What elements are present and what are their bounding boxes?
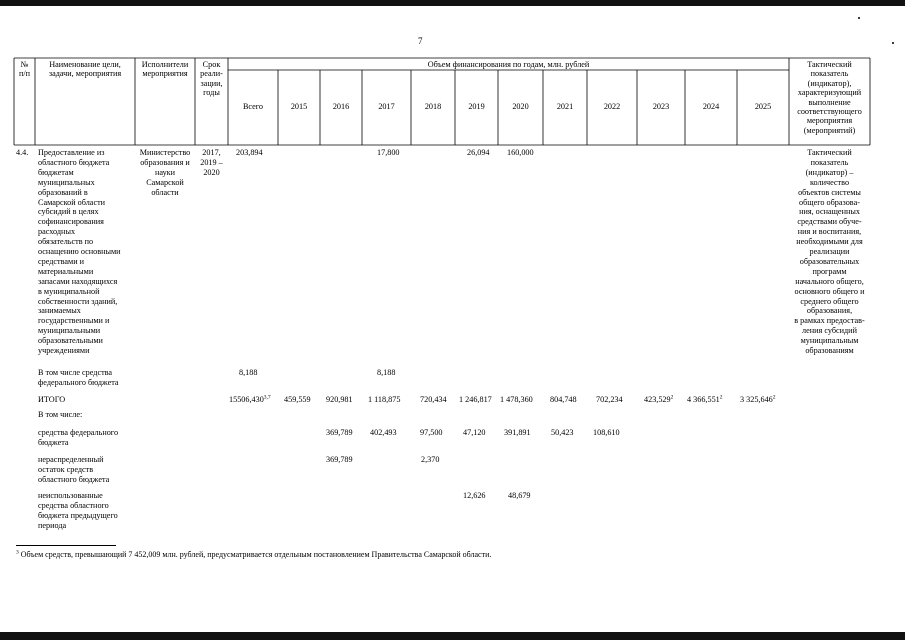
- row-executor-line: Самарской: [146, 177, 184, 187]
- header-indicator: Тактический показатель (индикатор), характеризующий выполнение соответствующего мероприятия (мероприятий): [797, 60, 862, 135]
- row-name-line: учреждениями: [38, 346, 90, 355]
- row-name-line: в муниципальной: [38, 286, 100, 296]
- row-indicator-line: (индикатор) –: [805, 167, 854, 177]
- row-indicator-line: объектов системы: [798, 187, 861, 197]
- row-name-line: средствами и: [38, 256, 85, 266]
- fed-funds-2022: 108,610: [593, 428, 620, 437]
- fed-funds-2021: 50,423: [551, 428, 574, 437]
- itogo-value-2023: 423,529$^2$: [644, 394, 674, 404]
- row-indicator-line: количество: [809, 177, 850, 187]
- row-executor-line: Министерство: [139, 148, 191, 157]
- row-name-line: бюджетам: [38, 167, 74, 177]
- header-year-2020: 2020: [512, 102, 529, 111]
- row-name-line: собственности зданий,: [38, 296, 118, 306]
- fed-funds-2020: 391,891: [504, 428, 531, 437]
- header-year-2025: 2025: [754, 102, 772, 111]
- footnote-rule: [16, 545, 116, 546]
- unused-label-line: средства областного: [38, 500, 109, 510]
- unused-2019: 12,626: [463, 491, 486, 500]
- row-number: 4.4.: [16, 148, 29, 157]
- row-executor-line: науки: [154, 167, 176, 177]
- row-indicator-line: ния, оснащенных: [799, 207, 860, 217]
- fed-funds-2019: 47,120: [463, 428, 486, 437]
- row-name-line: муниципальных: [38, 177, 95, 187]
- fed-funds-2018: 97,500: [420, 428, 443, 437]
- itogo-value-2018: 720,434: [420, 395, 447, 404]
- row-name-line: муниципальными: [38, 326, 101, 336]
- footnote: $^3$ Объем средств, превышающий 7 452,009 млн. рублей, предусматривается отдельным постановлением Правительства Самарской области.: [16, 549, 492, 559]
- itogo-value-2021: 804,748: [550, 395, 577, 404]
- unallocated-label-line: остаток средств: [38, 464, 94, 474]
- federal-2017: 8,188: [377, 368, 396, 377]
- row-name-line: Самарской области: [38, 197, 106, 207]
- header-year-2017: 2017: [378, 102, 395, 111]
- header-funding: Объем финансирования по годам, млн. рублей: [427, 60, 590, 69]
- row-value-2020: 160,000: [507, 148, 534, 157]
- row-indicator-line: реализации: [809, 247, 850, 256]
- itogo-total: 15506,430$^{3,7}$: [229, 394, 271, 404]
- row-name-line: запасами находящихся: [38, 276, 118, 286]
- header-total: Всего: [242, 102, 264, 111]
- row-indicator-line: ления субсидий: [802, 326, 857, 336]
- header-name: Наименование цели, задачи, мероприятия: [48, 60, 122, 79]
- row-indicator-line: общего образова-: [799, 197, 860, 207]
- row-name-line: софинансирования: [38, 217, 104, 227]
- row-name-line: расходных: [38, 227, 76, 237]
- header-year-2023: 2023: [652, 102, 670, 111]
- row-name-line: областного бюджета: [38, 157, 110, 167]
- row-indicator-line: основного общего и: [794, 286, 865, 296]
- row-executor-line: области: [151, 187, 179, 197]
- row-name-line: материальными: [38, 266, 94, 276]
- row-indicator-line: в рамках предостав-: [794, 316, 865, 326]
- federal-total: 8,188: [239, 368, 258, 377]
- row-value-2017: 17,800: [377, 148, 400, 157]
- row-indicator-line: образования,: [806, 306, 853, 316]
- unallocated-2016: 369,789: [326, 455, 353, 464]
- page-number: 7: [418, 36, 423, 46]
- fed-funds-label-line: бюджета: [38, 437, 69, 447]
- header-year-2019: 2019: [468, 102, 485, 111]
- header-year-2015: 2015: [290, 102, 308, 111]
- row-indicator-line: начального общего,: [795, 276, 864, 286]
- row-indicator-line: показатель: [810, 157, 849, 167]
- header-year-2018: 2018: [424, 102, 442, 111]
- unused-label-line: периода: [38, 520, 67, 530]
- row-term-line: 2020: [203, 167, 220, 177]
- row-indicator-line: необходимыми для: [796, 237, 863, 247]
- row-name-line: Предоставление из: [38, 148, 105, 157]
- fed-funds-2016: 369,789: [326, 428, 353, 437]
- row-indicator-line: образованиям: [805, 346, 854, 355]
- header-year-2022: 2022: [603, 102, 621, 111]
- row-value-2019: 26,094: [467, 148, 490, 157]
- header-term: Срок реали-зации, годы: [200, 60, 223, 98]
- unused-2020: 48,679: [508, 491, 531, 500]
- unused-label-line: неиспользованные: [38, 491, 103, 500]
- unused-label-line: бюджета предыдущего: [38, 510, 118, 520]
- itogo-value-2015: 459,559: [284, 395, 311, 404]
- row-name-line: субсидий в целях: [38, 207, 99, 217]
- row-term-line: 2017,: [202, 148, 221, 157]
- fed-funds-2017: 402,493: [370, 428, 397, 437]
- row-total: 203,894: [236, 148, 263, 157]
- unallocated-label-line: областного бюджета: [38, 474, 110, 484]
- itogo-value-2025: 3 325,646$^2$: [740, 394, 776, 404]
- itogo-value-2024: 4 366,551$^2$: [687, 394, 723, 404]
- header-executors: Исполнители мероприятия: [141, 60, 189, 79]
- row-indicator-line: средствами обуче-: [797, 217, 862, 227]
- row-name-line: занимаемых: [38, 306, 81, 316]
- header-year-2021: 2021: [556, 102, 574, 111]
- row-indicator-line: среднего общего: [800, 296, 859, 306]
- itogo-value-2019: 1 246,817: [459, 395, 492, 404]
- row-indicator-line: Тактический: [807, 148, 852, 157]
- row-name-line: государственными и: [38, 316, 110, 326]
- row-name-line: образовательными: [38, 336, 103, 346]
- itogo-label: ИТОГО: [38, 395, 66, 404]
- including-label: В том числе:: [38, 410, 83, 419]
- header-num: № п/п: [18, 60, 31, 79]
- row-term-line: 2019 –: [200, 157, 223, 167]
- itogo-value-2017: 1 118,875: [368, 395, 401, 404]
- row-name-line: оснащению основными: [38, 247, 121, 256]
- row-indicator-line: программ: [812, 266, 847, 276]
- header-year-2016: 2016: [332, 102, 350, 111]
- unallocated-2018: 2,370: [421, 455, 440, 464]
- itogo-value-2016: 920,981: [326, 395, 353, 404]
- unallocated-label-line: нераспределенный: [38, 455, 104, 464]
- header-year-2024: 2024: [702, 102, 720, 111]
- federal-label-line: федерального бюджета: [38, 377, 119, 387]
- row-indicator-line: муниципальным: [800, 336, 859, 346]
- itogo-value-2020: 1 478,360: [500, 395, 533, 404]
- federal-label-line: В том числе средства: [38, 368, 113, 377]
- row-name-line: обязательств по: [38, 237, 94, 247]
- itogo-value-2022: 702,234: [596, 395, 623, 404]
- row-indicator-line: ния и воспитания,: [797, 227, 862, 237]
- fed-funds-label-line: средства федерального: [38, 428, 119, 437]
- row-indicator-line: образовательных: [799, 256, 860, 266]
- row-executor-line: образования и: [140, 157, 190, 167]
- row-name-line: образований в: [38, 187, 88, 197]
